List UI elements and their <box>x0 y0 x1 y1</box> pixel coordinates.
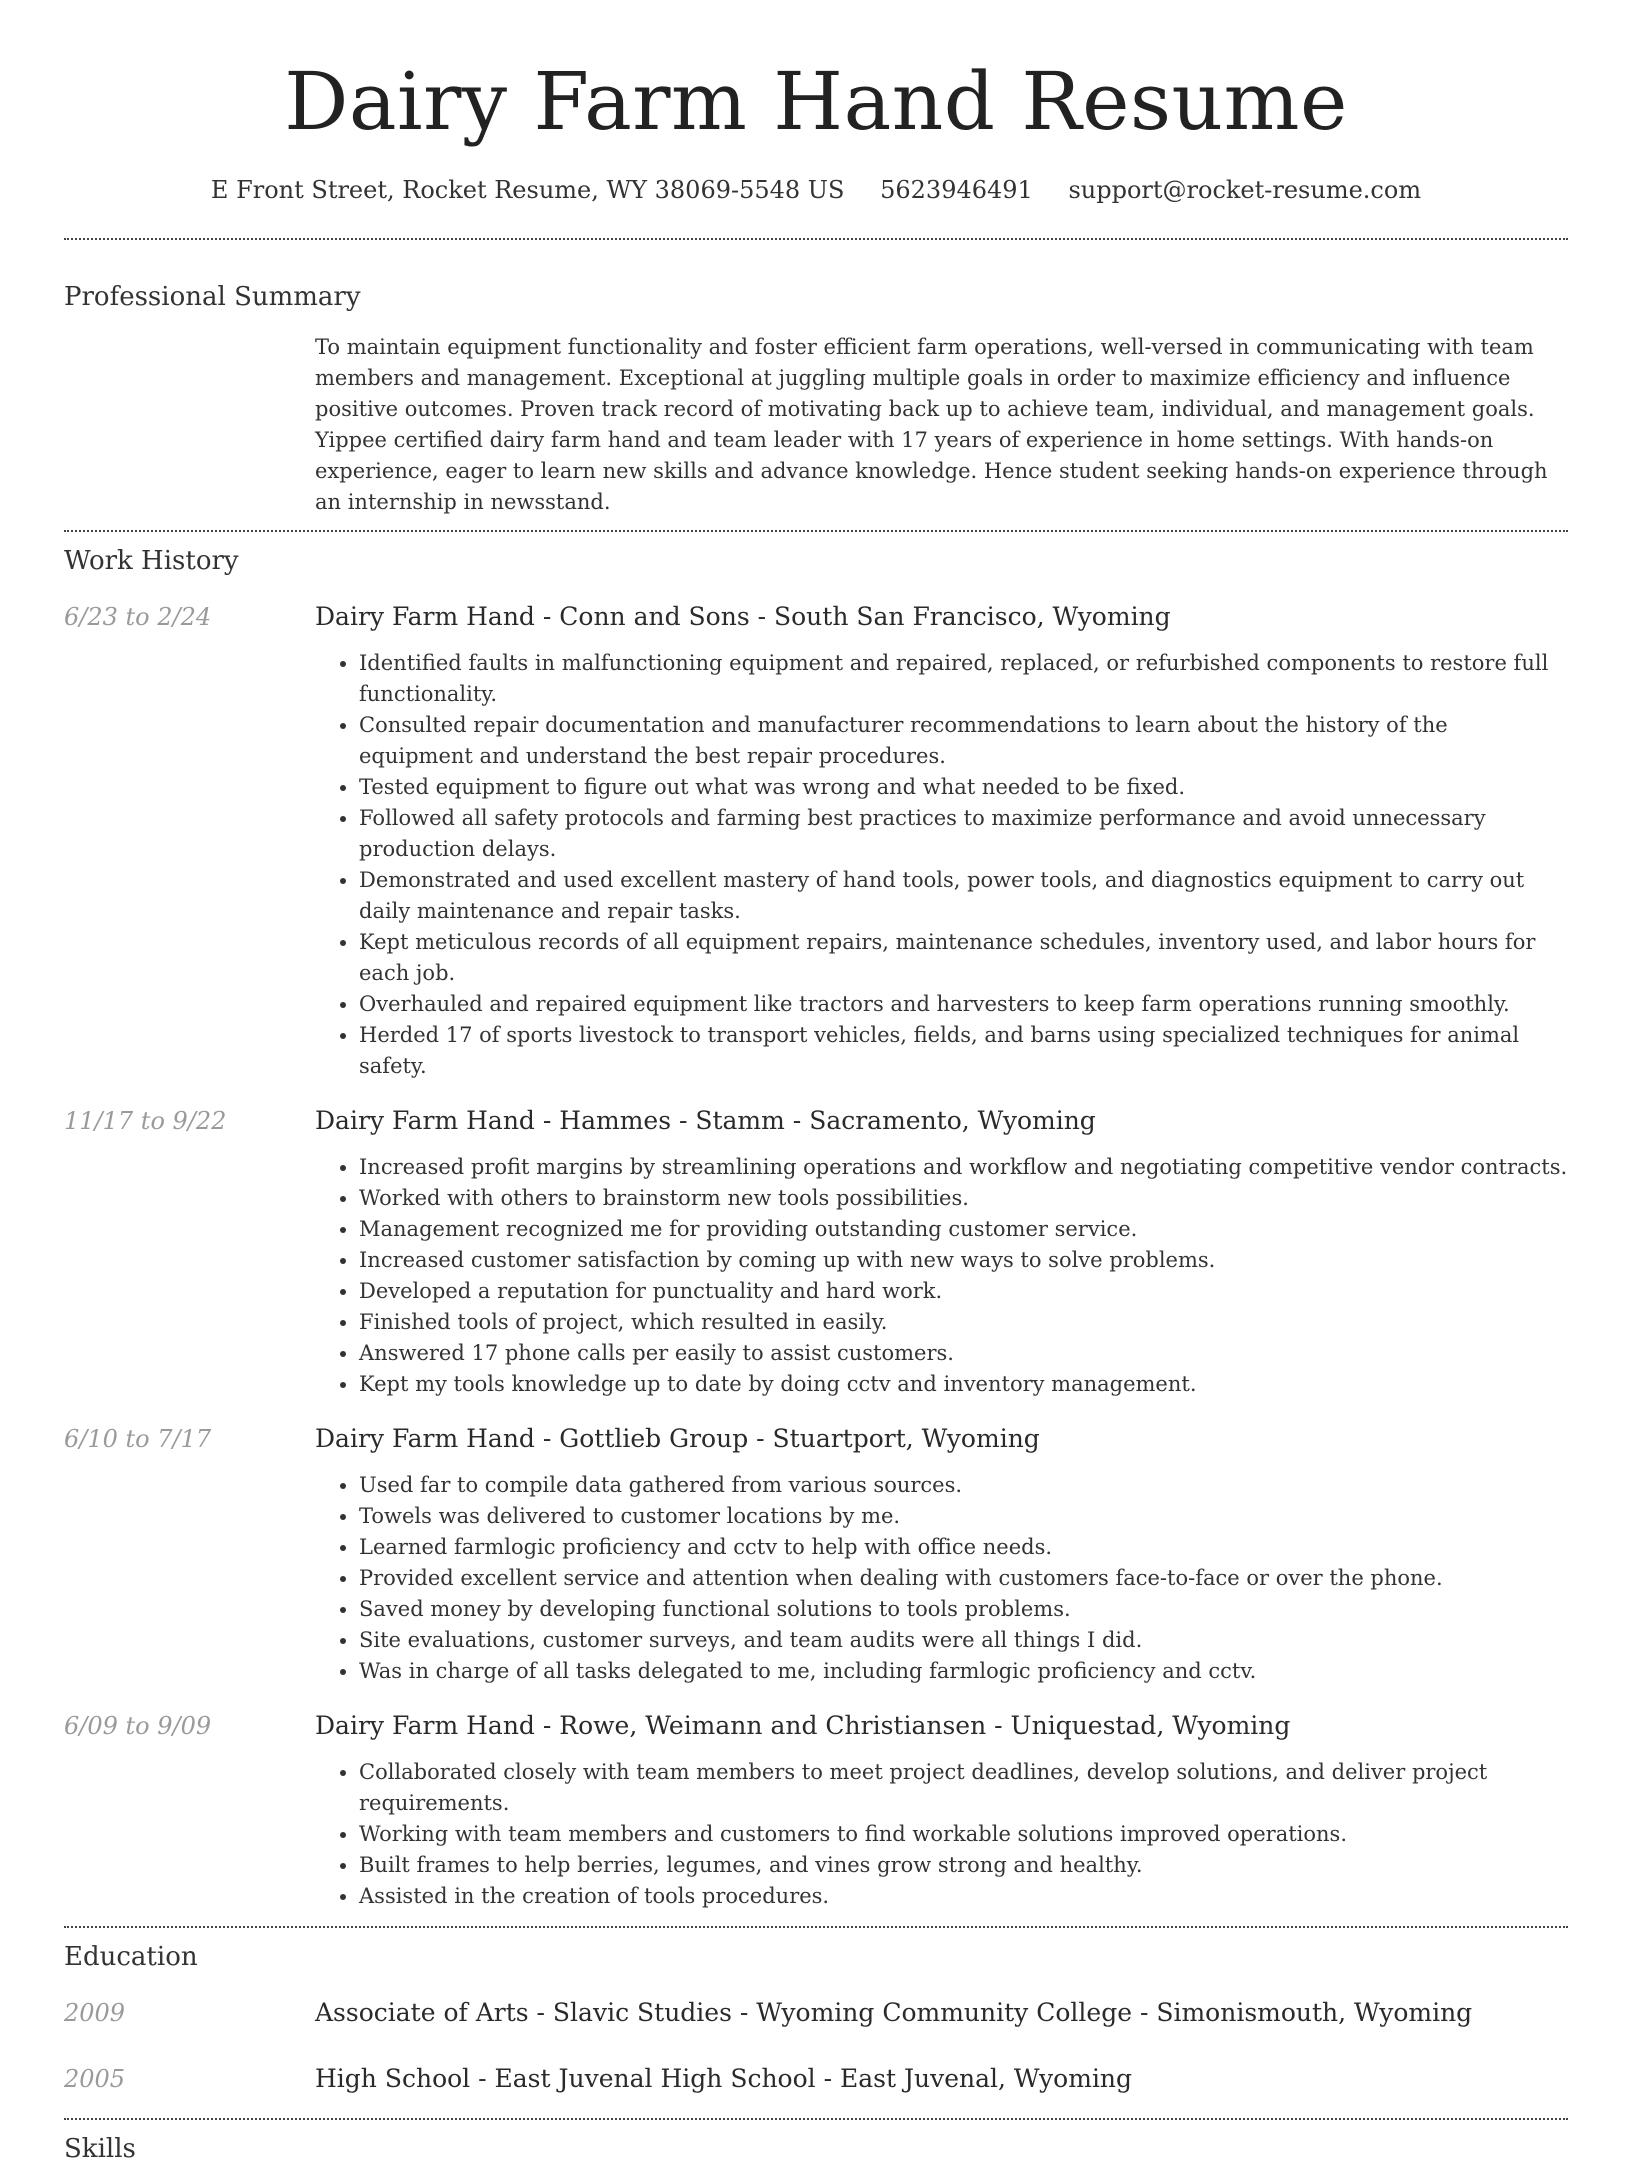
job-list <box>64 600 1568 1912</box>
job-bullets <box>315 648 1568 1082</box>
job-bullets <box>315 1757 1568 1912</box>
skills-section <box>64 2120 1568 2166</box>
contact-email: support@rocket-resume.com <box>1068 176 1422 204</box>
professional-summary-section <box>64 240 1568 530</box>
contact-phone: 5623946491 <box>880 176 1033 204</box>
contact-line <box>64 174 1568 206</box>
job-entry <box>64 600 1568 1082</box>
job-bullet: • Used far to compile data gathered from various sources. <box>359 1470 1568 1501</box>
job-bullet: • Increased customer satisfaction by coming up with new ways to solve problems. <box>359 1245 1568 1276</box>
job-bullets <box>315 1152 1568 1400</box>
job-title: Dairy Farm Hand - Conn and Sons - South San Francisco, Wyoming <box>315 602 1171 631</box>
job-bullet: • Consulted repair documentation and manufacturer recommendations to learn about the history of the equipment and understand the best repair procedures. <box>359 710 1568 772</box>
job-bullet: • Towels was delivered to customer locations by me. <box>359 1501 1568 1532</box>
job-bullet: • Management recognized me for providing outstanding customer service. <box>359 1214 1568 1245</box>
education-title: Associate of Arts - Slavic Studies - Wyoming Community College - Simonismouth, Wyoming <box>315 1998 1473 2027</box>
job-bullet: • Collaborated closely with team members to meet project deadlines, develop solutions, and deliver project requirements. <box>359 1757 1568 1819</box>
work-history-section <box>64 532 1568 1912</box>
education-title: High School - East Juvenal High School - East Juvenal, Wyoming <box>315 2064 1133 2093</box>
job-bullet: • Was in charge of all tasks delegated to me, including farmlogic proficiency and cctv. <box>359 1656 1568 1687</box>
education-section <box>64 1928 1568 2096</box>
job-bullet: • Developed a reputation for punctuality and hard work. <box>359 1276 1568 1307</box>
job-title: Dairy Farm Hand - Rowe, Weimann and Christiansen - Uniquestad, Wyoming <box>315 1711 1291 1740</box>
job-entry <box>64 1422 1568 1687</box>
section-title-summary: Professional Summary <box>64 282 361 312</box>
section-title-work: Work History <box>64 546 239 576</box>
job-body <box>315 1709 1568 1912</box>
resume-page <box>64 0 1568 2166</box>
job-bullet: • Provided excellent service and attention when dealing with customers face-to-face or over the phone. <box>359 1563 1568 1594</box>
job-bullet: • Learned farmlogic proficiency and cctv to help with office needs. <box>359 1532 1568 1563</box>
job-date: 6/23 to 2/24 <box>64 603 212 631</box>
education-list <box>64 1996 1568 2096</box>
job-bullet: • Tested equipment to figure out what was wrong and what needed to be fixed. <box>359 772 1568 803</box>
education-entry <box>64 1996 1568 2030</box>
job-entry <box>64 1104 1568 1400</box>
job-bullet: • Saved money by developing functional solutions to tools problems. <box>359 1594 1568 1625</box>
job-bullet: • Identified faults in malfunctioning equipment and repaired, replaced, or refurbished components to restore full functionality. <box>359 648 1568 710</box>
job-date: 6/10 to 7/17 <box>64 1425 212 1453</box>
job-bullet: • Herded 17 of sports livestock to transport vehicles, fields, and barns using specialized techniques for animal safety. <box>359 1020 1568 1082</box>
summary-text: To maintain equipment functionality and foster efficient farm operations, well-versed in communicating with team members and management. Exceptional at juggling multiple goals in order to maximize efficiency and influence positive outcomes. Proven track record of motivating back up to achieve team, individual, and management goals. Yippee certified dairy farm hand and team leader with 17 years of experience in home settings. With hands-on experience, eager to learn new skills and advance knowledge. Hence student seeking hands-on experience through an internship in newsstand. <box>315 335 1548 514</box>
job-bullet: • Site evaluations, customer surveys, and team audits were all things I did. <box>359 1625 1568 1656</box>
job-bullet: • Worked with others to brainstorm new tools possibilities. <box>359 1183 1568 1214</box>
job-bullet: • Overhauled and repaired equipment like tractors and harvesters to keep farm operations running smoothly. <box>359 989 1568 1020</box>
section-title-skills: Skills <box>64 2134 136 2164</box>
education-date: 2009 <box>64 1999 126 2027</box>
education-date: 2005 <box>64 2065 126 2093</box>
job-bullets <box>315 1470 1568 1687</box>
job-bullet: • Answered 17 phone calls per easily to assist customers. <box>359 1338 1568 1369</box>
job-bullet: • Kept my tools knowledge up to date by doing cctv and inventory management. <box>359 1369 1568 1400</box>
job-bullet: • Followed all safety protocols and farming best practices to maximize performance and avoid unnecessary production delays. <box>359 803 1568 865</box>
job-bullet: • Built frames to help berries, legumes, and vines grow strong and healthy. <box>359 1850 1568 1881</box>
job-bullet: • Working with team members and customers to find workable solutions improved operations. <box>359 1819 1568 1850</box>
contact-address: E Front Street, Rocket Resume, WY 38069-5548 US <box>210 176 845 204</box>
job-bullet: • Kept meticulous records of all equipment repairs, maintenance schedules, inventory used, and labor hours for each job. <box>359 927 1568 989</box>
job-bullet: • Finished tools of project, which resulted in easily. <box>359 1307 1568 1338</box>
job-title: Dairy Farm Hand - Gottlieb Group - Stuartport, Wyoming <box>315 1424 1040 1453</box>
job-title: Dairy Farm Hand - Hammes - Stamm - Sacramento, Wyoming <box>315 1106 1096 1135</box>
job-bullet: • Assisted in the creation of tools procedures. <box>359 1881 1568 1912</box>
job-entry <box>64 1709 1568 1912</box>
job-bullet: • Increased profit margins by streamlining operations and workflow and negotiating competitive vendor contracts. <box>359 1152 1568 1183</box>
education-entry <box>64 2062 1568 2096</box>
resume-title: Dairy Farm Hand Resume <box>284 55 1348 148</box>
job-date: 11/17 to 9/22 <box>64 1107 227 1135</box>
section-title-education: Education <box>64 1942 198 1972</box>
job-body <box>315 600 1568 1082</box>
resume-header <box>64 0 1568 206</box>
job-body <box>315 1422 1568 1687</box>
job-body <box>315 1104 1568 1400</box>
job-bullet: • Demonstrated and used excellent mastery of hand tools, power tools, and diagnostics equipment to carry out daily maintenance and repair tasks. <box>359 865 1568 927</box>
job-date: 6/09 to 9/09 <box>64 1712 212 1740</box>
